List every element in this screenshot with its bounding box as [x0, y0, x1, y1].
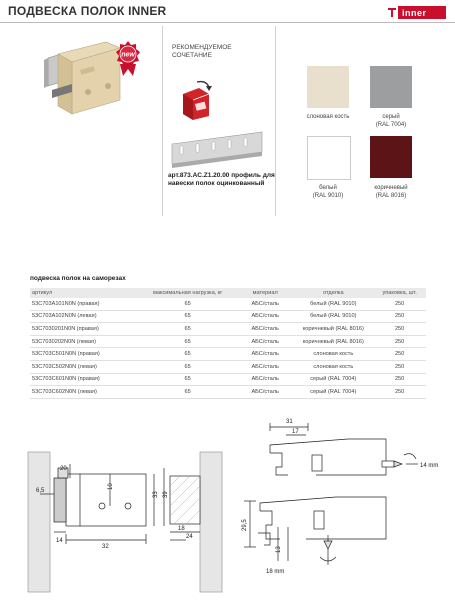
swatch-label-ivory-1: слоновая кость — [306, 114, 350, 120]
table-row — [30, 335, 426, 348]
cell-pack: 250 — [373, 323, 426, 336]
dim-33: 33 — [153, 491, 159, 498]
column-divider-1 — [162, 26, 163, 216]
dim-14: 14 — [56, 538, 63, 544]
cell-material: АБС/сталь — [237, 348, 293, 361]
swatch-white — [307, 136, 351, 180]
cell-pack: 250 — [373, 360, 426, 373]
cell-load: 65 — [138, 323, 237, 336]
cell-material: АБС/сталь — [237, 323, 293, 336]
recommend-line-2: СОЧЕТАНИЕ — [172, 52, 212, 59]
cell-article: 53C703C501N0N (правая) — [30, 348, 138, 361]
profile-caption: арт.873.AC.Z1.20.00 профиль для навески полок оцинкованный — [168, 172, 275, 187]
recommend-label — [172, 44, 232, 60]
cell-load: 65 — [138, 386, 237, 399]
cell-pack: 250 — [373, 310, 426, 323]
badge-label: new — [121, 51, 135, 59]
cell-finish: белый (RAL 9010) — [293, 310, 373, 323]
swatch-label-brown-1: коричневый — [374, 185, 408, 191]
cell-finish: серый (RAL 7004) — [293, 373, 373, 386]
cell-load: 65 — [138, 360, 237, 373]
cell-material: АБС/сталь — [237, 310, 293, 323]
header-divider — [0, 22, 455, 23]
swatch-label-gray-1: серый — [382, 114, 400, 120]
swatch-ivory — [307, 66, 349, 108]
table-row — [30, 348, 426, 361]
dim-13: 13 — [276, 546, 282, 553]
swatch-label-brown-2: (RAL 8016) — [375, 193, 407, 199]
dim-24: 24 — [186, 534, 193, 540]
col-header-material: материал — [237, 288, 293, 298]
cell-load: 65 — [138, 310, 237, 323]
table-header-row — [30, 288, 426, 298]
cell-pack: 250 — [373, 348, 426, 361]
swatch-label-white-1: белый — [319, 185, 337, 191]
cell-load: 65 — [138, 348, 237, 361]
dim-10: 10 — [108, 483, 114, 490]
cell-finish: слоновая кость — [293, 348, 373, 361]
technical-drawing-left — [10, 448, 230, 598]
swatch-label-white-2: (RAL 9010) — [312, 193, 344, 199]
cell-load: 65 — [138, 373, 237, 386]
cell-article: 53C703C502N0N (левая) — [30, 360, 138, 373]
dim-32: 32 — [102, 544, 109, 550]
dim-39: 39 — [163, 491, 169, 498]
dim-14mm: 14 mm — [420, 463, 439, 469]
swatch-gray — [370, 66, 412, 108]
recommend-line-1: РЕКОМЕНДУЕМОЕ — [172, 44, 232, 51]
table-title: подвеска полок на саморезах — [30, 275, 126, 282]
cell-material: АБС/сталь — [237, 360, 293, 373]
product-image — [28, 36, 148, 126]
cell-pack: 250 — [373, 335, 426, 348]
cell-article: 53C703A101N0N (правая) — [30, 298, 138, 310]
product-table — [30, 288, 426, 399]
dim-29-5: 29,5 — [242, 519, 248, 531]
cell-material: АБС/сталь — [237, 386, 293, 399]
logo-mark-icon — [386, 6, 398, 19]
swatch-label-gray-2: (RAL 7004) — [375, 122, 407, 128]
brand-logo — [386, 6, 446, 19]
header — [0, 0, 455, 22]
cell-finish: коричневый (RAL 8016) — [293, 323, 373, 336]
logo-text: inner — [402, 7, 427, 18]
swatch-label-gray — [351, 113, 431, 129]
cell-article: 53C7030202N0N (левая) — [30, 335, 138, 348]
table-row — [30, 360, 426, 373]
cell-finish: серый (RAL 7004) — [293, 386, 373, 399]
dim-31: 31 — [286, 419, 293, 425]
cell-finish: белый (RAL 9010) — [293, 298, 373, 310]
table-row — [30, 298, 426, 310]
page-title: ПОДВЕСКА ПОЛОК INNER — [8, 4, 167, 18]
swatch-brown — [370, 136, 412, 178]
swatch-label-brown — [351, 184, 431, 200]
dim-20: 20 — [60, 466, 67, 472]
cell-load: 65 — [138, 335, 237, 348]
cell-article: 53C7030201N0N (правая) — [30, 323, 138, 336]
table-row — [30, 386, 426, 399]
col-header-pack: упаковка, шт. — [373, 288, 426, 298]
dim-18: 18 — [178, 526, 185, 532]
cell-article: 53C703A102N0N (левая) — [30, 310, 138, 323]
cell-pack: 250 — [373, 298, 426, 310]
table-row — [30, 373, 426, 386]
col-header-finish: отделка — [293, 288, 373, 298]
col-header-article: артикул — [30, 288, 138, 298]
catalog-book-icon — [175, 80, 215, 120]
cell-finish: коричневый (RAL 8016) — [293, 335, 373, 348]
cell-material: АБС/сталь — [237, 298, 293, 310]
dim-17: 17 — [292, 429, 299, 435]
table-row — [30, 323, 426, 336]
cell-pack: 250 — [373, 386, 426, 399]
dim-6-5: 6,5 — [36, 488, 45, 494]
cell-finish: слоновая кость — [293, 360, 373, 373]
technical-drawing-right — [236, 415, 451, 595]
cell-material: АБС/сталь — [237, 373, 293, 386]
cell-article: 53C703C601N0N (правая) — [30, 373, 138, 386]
profile-image — [170, 130, 265, 170]
dim-18mm: 18 mm — [266, 569, 285, 575]
cell-pack: 250 — [373, 373, 426, 386]
cell-load: 65 — [138, 298, 237, 310]
cell-material: АБС/сталь — [237, 335, 293, 348]
col-header-load: максимальная нагрузка, кг — [138, 288, 237, 298]
table-row — [30, 310, 426, 323]
cell-article: 53C703C602N0N (левая) — [30, 386, 138, 399]
